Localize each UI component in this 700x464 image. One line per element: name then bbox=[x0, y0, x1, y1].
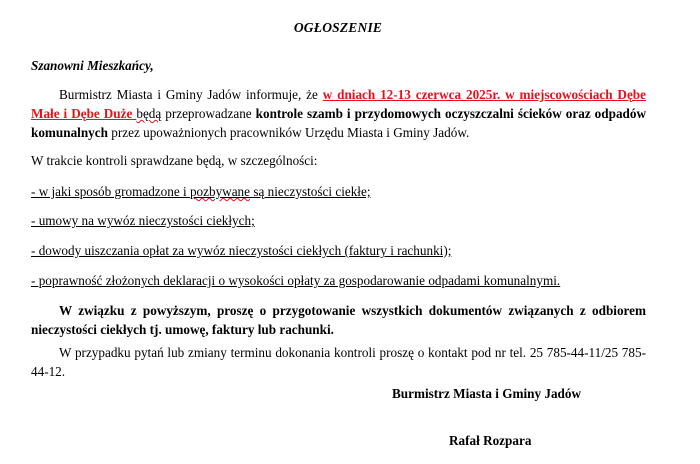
greeting: Szanowni Mieszkańcy, bbox=[31, 58, 154, 73]
paragraph-intro: Burmistrz Miasta i Gminy Jadów informuje, że bbox=[59, 87, 323, 102]
paragraph-mid: przeprowadzane bbox=[161, 106, 256, 121]
paragraph-ending: przez upoważnionych pracowników Urzędu Miasta i Gminy Jadów. bbox=[107, 125, 470, 140]
announcement-paragraph bbox=[31, 85, 646, 142]
list-item: - poprawność złożonych deklaracji o wysokości opłaty za gospodarowanie odpadami komunalnymi. bbox=[31, 273, 561, 288]
checklist-intro: W trakcie kontroli sprawdzane będą, w szczególności: bbox=[31, 153, 318, 168]
list-item-text: - w jaki sposób gromadzone i bbox=[31, 184, 190, 199]
list-item: - dowody uiszczania opłat za wywóz nieczystości ciekłych (faktury i rachunki); bbox=[31, 243, 452, 258]
signature-name: Rafał Rozpara bbox=[449, 433, 532, 448]
inspection-subject: kontrole szamb i przydomowych oczyszczalni ścieków oraz odpadów komunalnych bbox=[31, 106, 646, 140]
list-item: - umowy na wywóz nieczystości ciekłych; bbox=[31, 213, 255, 228]
spellcheck-word: będą bbox=[136, 106, 162, 121]
list-item bbox=[31, 184, 371, 200]
spellcheck-word: pozbywane bbox=[189, 184, 251, 199]
documents-request-paragraph: W związku z powyższym, proszę o przygotowanie wszystkich dokumentów związanych z odbiorem nieczystości ciekłych tj. umowę, faktury lub rachunki. bbox=[31, 303, 646, 337]
contact-paragraph: W przypadku pytań lub zmiany terminu dokonania kontroli proszę o kontakt pod nr tel. 25 785-44-11/25 785-44-12. bbox=[31, 345, 646, 379]
list-item-text: są nieczystości ciekłe; bbox=[250, 184, 371, 199]
signature-office: Burmistrz Miasta i Gminy Jadów bbox=[392, 386, 582, 401]
date-location-highlight: w dniach 12-13 czerwca 2025r. w miejscowościach Dębe Małe i Dębe Duże bbox=[31, 87, 646, 121]
page-title: OGŁOSZENIE bbox=[293, 20, 383, 35]
